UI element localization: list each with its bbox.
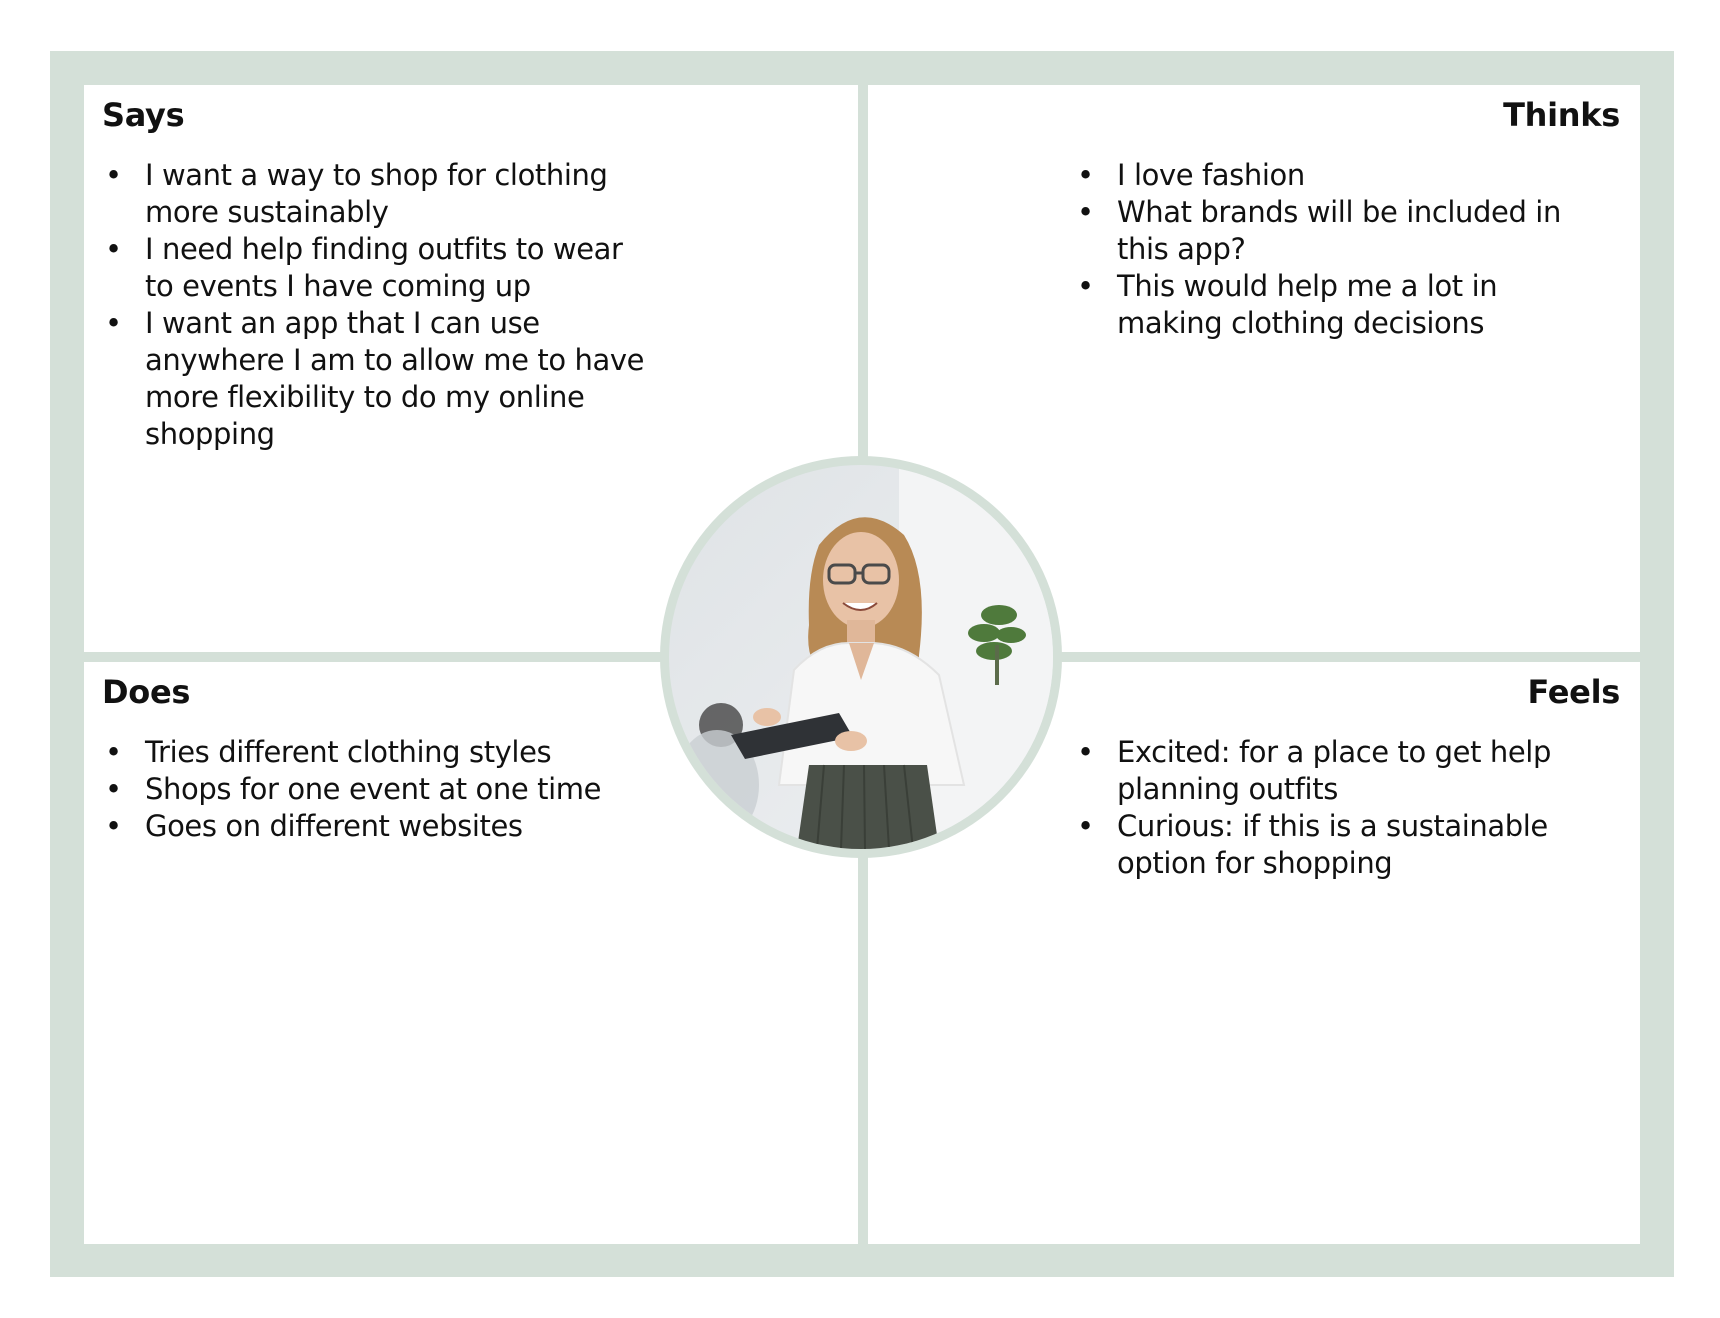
feels-item: • Curious: if this is a sustainable option for shopping bbox=[1077, 808, 1597, 882]
thinks-list bbox=[1077, 157, 1597, 342]
does-item: • Shops for one event at one time bbox=[105, 771, 665, 808]
feels-title: Feels bbox=[1527, 673, 1620, 711]
does-item: • Tries different clothing styles bbox=[105, 734, 665, 771]
does-item: • Goes on different websites bbox=[105, 808, 665, 845]
says-title: Says bbox=[102, 96, 185, 134]
says-list bbox=[105, 157, 645, 453]
does-title: Does bbox=[102, 673, 191, 711]
thinks-title: Thinks bbox=[1503, 96, 1620, 134]
says-item: • I want a way to shop for clothing more sustainably bbox=[105, 157, 645, 231]
feels-list bbox=[1077, 734, 1597, 882]
persona-avatar bbox=[660, 456, 1062, 858]
feels-item: • Excited: for a place to get help planning outfits bbox=[1077, 734, 1597, 808]
thinks-item: • I love fashion bbox=[1077, 157, 1597, 194]
thinks-item: • This would help me a lot in making clothing decisions bbox=[1077, 268, 1597, 342]
persona-photo-icon bbox=[669, 465, 1053, 849]
thinks-item: • What brands will be included in this app? bbox=[1077, 194, 1597, 268]
says-item: • I want an app that I can use anywhere I am to allow me to have more flexibility to do my online shopping bbox=[105, 305, 645, 453]
says-item: • I need help finding outfits to wear to events I have coming up bbox=[105, 231, 645, 305]
does-list bbox=[105, 734, 665, 845]
